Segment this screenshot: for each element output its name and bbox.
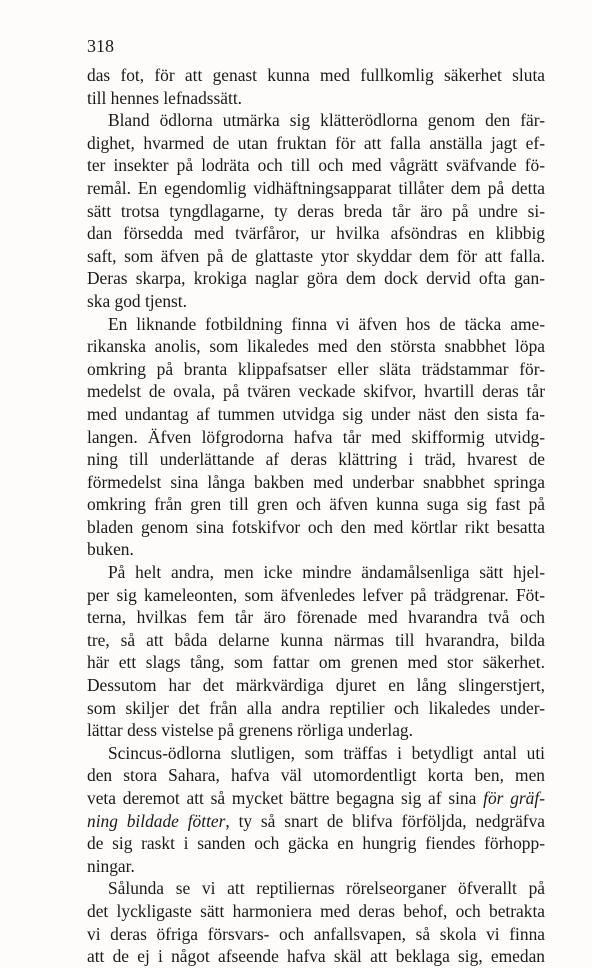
text-line: Bland ödlorna utmärka sig klätterödlorna genom den fär- [108,110,545,131]
text-line: buken. [87,539,134,560]
text-line: omkring på branta klippafsatser eller släta trädstammar för- [87,358,545,379]
text-line: ning till underlättande af deras klättring i träd, hvarest de [87,449,545,470]
italic-phrase: för gräf- [483,788,545,808]
text-line: ska god tjenst. [87,290,187,311]
page-number: 318 [87,36,114,56]
italic-phrase: ning bildade fötter [87,810,226,831]
text-line: med undantag af tummen utvidga sig under näst den sista fa- [87,403,545,424]
paragraph [87,561,545,742]
text-line: rikanska anolis, som likaledes med den största snabbhet löpa [87,336,545,357]
text-line: tre, så att båda delarne kunna närmas till hvarandra, bilda [87,629,545,650]
text-line: de sig raskt i sanden och gäcka en hungrig fiendes förhopp- [87,833,545,854]
text-line: langen. Äfven löfgrodorna hafva tår med skifformig utvidg- [87,426,545,447]
text-line-with-italic [87,787,545,810]
paragraph [87,109,545,312]
text-segment: veta deremot att så mycket bättre begagna sig af sina [87,788,484,808]
text-line: dan försedda med tvärfåror, ur hvilka afsöndras en klibbig [87,223,545,244]
text-line: saft, som äfven på de glattaste ytor skyddar dem för att falla. [87,245,545,266]
text-line: medelst de ovala, på tvären veckade skifvor, hvartill deras tår [87,381,545,402]
text-line: terna, hvilkas fem tår äro förenade med hvarandra två och [87,607,545,628]
text-line: sätt trotsa tyngdlagarne, ty deras breda tår äro på undre si- [87,200,545,221]
text-line: lättar dess vistelse på grenens rörliga underlag. [87,720,413,741]
body-text [87,64,545,968]
text-line: En liknande fotbildning finna vi äfven hos de täcka ame- [108,313,545,334]
text-line: Dessutom har det märkvärdiga djuret en lång slingerstjert, [87,675,545,696]
text-line-with-italic [87,810,545,833]
text-line: dighet, hvarmed de utan fruktan för att falla anställa jagt ef- [87,132,545,153]
text-line: det lyckligaste sätt harmoniera med deras behof, och betrakta [87,900,545,921]
text-line: bladen genom sina fotskifvor och den med körtlar rikt besatta [87,516,545,537]
text-line: att de ej i något afseende hafva skäl att beklaga sig, emedan [87,946,545,967]
text-segment: , ty så snart de blifva förföljda, nedgräfva [225,810,545,831]
text-line: omkring från gren till gren och äfven kunna suga sig fast på [87,494,545,515]
text-line: ter insekter på lodräta och till och med vågrätt sväfvande fö- [87,155,545,176]
text-line: här ett slags tång, som fattar om grenen med stor säkerhet. [87,652,545,673]
text-line: Deras skarpa, krokiga naglar göra dem dock dervid ofta gan- [87,268,545,289]
paragraph [87,64,545,109]
text-line: Scincus-ödlorna slutligen, som träffas i betydligt antal uti [108,742,545,763]
text-line: vi deras öfriga försvars- och anfallsvapen, så skola vi finna [87,923,545,944]
text-line: remål. En egendomlig vidhäftningsapparat tillåter dem på detta [87,177,545,198]
paragraph [87,313,545,562]
text-line: som skiljer det från alla andra reptilier och likaledes under- [87,697,545,718]
text-line: ningar. [87,855,135,876]
text-line: På helt andra, men icke mindre ändamålsenliga sätt hjel- [108,562,545,583]
paragraph [87,877,545,967]
text-line: till hennes lefnadssätt. [87,87,243,108]
paragraph [87,742,545,878]
text-line: das fot, för att genast kunna med fullkomlig säkerhet sluta [87,65,545,85]
text-line: den stora Sahara, hafva väl utomordentligt korta ben, men [87,765,545,786]
text-line: Sålunda se vi att reptiliernas rörelseorganer öfverallt på [108,878,545,899]
text-line: per sig kameleonten, som äfvenledes lefver på trädgrenar. Föt- [87,584,545,605]
text-line: förmedelst sina långa bakben med underbar snabbhet springa [87,471,545,492]
